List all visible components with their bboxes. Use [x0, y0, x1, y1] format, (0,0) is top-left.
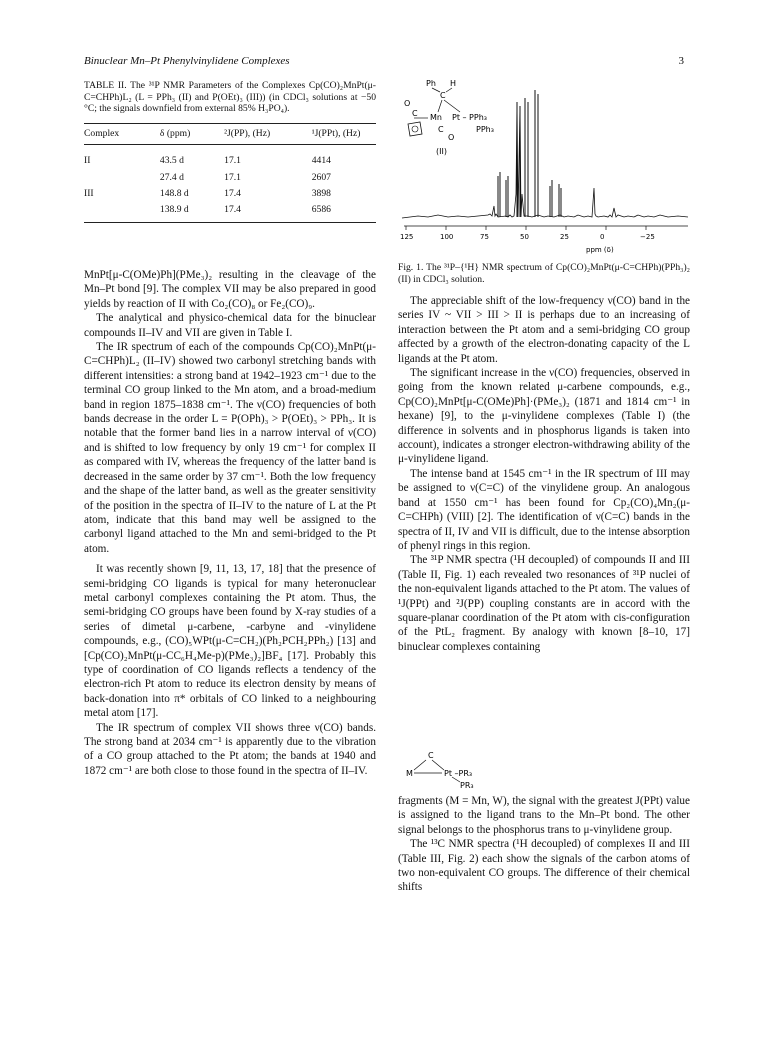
- right-body-text-a: [398, 294, 690, 654]
- running-title: Binuclear Mn–Pt Phenylvinylidene Complexes: [84, 55, 290, 67]
- struct-label: Ph: [426, 79, 436, 88]
- axis-tick-label: 75: [480, 233, 489, 241]
- left-body-text: [84, 268, 376, 778]
- frag-label: Pt –PR₃: [444, 769, 473, 778]
- table-row: [84, 186, 376, 202]
- running-header: [84, 55, 684, 67]
- page-number: 3: [678, 55, 684, 67]
- cell: 17.4: [224, 202, 312, 222]
- axis-tick-label: 100: [440, 233, 454, 241]
- cell: [84, 170, 160, 186]
- cell: 17.4: [224, 188, 241, 199]
- struct-label: O: [404, 99, 411, 108]
- cell: 2607: [311, 171, 331, 183]
- axis-tick-label: 50: [520, 233, 529, 241]
- table-row: [84, 170, 376, 186]
- axis-tick-label: −25: [640, 233, 655, 241]
- cyclopentadienyl-ring: [408, 122, 422, 136]
- col-header: δ (ppm): [160, 123, 224, 144]
- paragraph: The intense band at 1545 cm⁻¹ in the IR spectrum of III may be assigned to ν(C=C) of the vinylidene group. An analogous band at 1550 cm⁻¹ has been found for Cp₂(CO)₄Mn₂(μ-C=CHPh) (VIII) [2]. The identification of ν(C=C) bands in the spectra of II, IV and VII is difficult, due to the intense absorption of phenyl rings in this region.: [398, 467, 690, 552]
- cell: III: [84, 188, 94, 199]
- m-pt-fragment: [398, 750, 558, 790]
- paragraph: MnPt[μ-C(OMe)Ph](PMe₃)₂ resulting in the cleavage of the Mn–Pt bond [9]. The complex VII may be also prepared in good yields by reaction of II with Co₂(CO)₈ or Fe₂(CO)₉.: [84, 269, 376, 310]
- fragment-diagram: [398, 750, 690, 790]
- paragraph: The ³¹P NMR spectra (¹H decoupled) of compounds II and III (Table II, Fig. 1) each revealed two resonances of ³¹P nuclei of the non-equivalent ligands attached to the Pt atom. The values of ¹J(PPt) and ²J(PP) coupling constants are in accord with the square-planar coordination of the Pt atom with cis-configuration of the PtL₂ fragment. By analogy with known [8–10, 17] binuclear complexes containing: [398, 554, 690, 653]
- col-header: ¹J(PPt), (Hz): [312, 123, 376, 144]
- table-row: [84, 202, 376, 222]
- struct-label: H: [450, 79, 457, 88]
- col-header: ²J(PP), (Hz): [224, 123, 312, 144]
- axis-tick-label: 0: [600, 233, 605, 241]
- molecule-structure: [404, 79, 494, 156]
- paragraph: The analytical and physico-chemical data for the binuclear compounds II–IV and VII are given in Table I.: [84, 312, 376, 339]
- table-caption: TABLE II. The ³¹P NMR Parameters of the Complexes Cp(CO)₂MnPt(μ-C=CHPh)L₂ (L = PPh₃ (II) and P(OEt)₃ (III)) (in CDCl₃ solutions at −50 °C; the signals downfield from external 85% H₃PO₄).: [84, 80, 376, 115]
- ppm-axis: [400, 226, 688, 254]
- nmr-table: [84, 123, 376, 223]
- nmr-spectrum-figure: [398, 76, 690, 254]
- cell: 148.8 d: [159, 188, 189, 199]
- axis-tick-label: 25: [560, 233, 569, 241]
- cell: 6586: [312, 202, 376, 222]
- paragraph: The ¹³C NMR spectra (¹H decoupled) of complexes II and III (Table III, Fig. 2) each show the signals of the carbon atoms of two non-equivalent CO groups. The difference of their chemical shifts: [398, 838, 690, 894]
- cell: 138.9 d: [160, 202, 224, 222]
- axis-label: ppm (δ): [586, 246, 614, 254]
- paragraph: It was recently shown [9, 11, 13, 17, 18] that the presence of semi-bridging CO ligands is typical for many heteronuclear metal carbonyl complexes containing the Pt atom. Thus, the semi-bridging CO groups have been found by X-ray studies of a series of dimetal μ-carbene, -carbyne and -vinylidene compounds, e.g., (CO)₅WPt(μ-C=CH₂)(Ph₂PCH₂PPh₂) [13] and [Cp(CO)₂MnPt(μ-CC₆H₄Me-p)(PMe₃)₂]BF₄ [17]. Probably this type of coordination of CO ligands reflects a tendency of the electron-rich Pt atom to reduce its electron density by means of back-donation into π* orbitals of CO linked to a neighbouring metal atom [17].: [84, 563, 376, 720]
- figure-1: [398, 76, 690, 262]
- col-header: Complex: [84, 123, 160, 144]
- struct-label: C: [438, 125, 444, 134]
- frag-label: C: [428, 751, 434, 760]
- compound-id: (II): [436, 147, 447, 156]
- cell: 17.1: [224, 171, 241, 183]
- figure-caption: Fig. 1. The ³¹P–{¹H} NMR spectrum of Cp(CO)₂MnPt(μ-C=CHPh)(PPh₃)₂ (II) in CDCl₃ solution.: [398, 262, 690, 285]
- paragraph: The appreciable shift of the low-frequency ν(CO) band in the series IV ~ VII > III > II is perhaps due to an increasing of interaction between the Pt atom and a semi-bridging CO group affected by a growth of the electron-donating capacity of the L ligands at the Pt atom.: [398, 295, 690, 365]
- cell: 3898: [311, 188, 331, 199]
- axis-tick-label: 125: [400, 233, 414, 241]
- cell: 17.1: [224, 155, 241, 167]
- cell: 4414: [311, 155, 331, 167]
- right-body-text-b: [398, 794, 690, 895]
- paragraph: The IR spectrum of complex VII shows three ν(CO) bands. The strong band at 2034 cm⁻¹ is apparently due to the vibration of a CO group attached to the Pt atom; the bands at 1940 and 1872 cm⁻¹ are both close to those found in the spectra of II–IV.: [84, 721, 376, 777]
- frag-label: M: [406, 769, 413, 778]
- struct-label: O: [448, 133, 455, 142]
- paragraph: The IR spectrum of each of the compounds Cp(CO)₂MnPt(μ-C=CHPh)L₂ (II–IV) showed two carbonyl stretching bands with different intensities: a strong band at 1942–1923 cm⁻¹ due to the terminal CO group linked to the Mn atom, and a broad-medium band in region 1875–1838 cm⁻¹. The ν(CO) frequencies of both bands decrease in the order L = P(OPh)₃ > P(OEt)₃ > PPh₃. It is notable that the former band lies in a narrow interval of ν(CO) and is shifted to low frequency by only 19 cm⁻¹ for complex II as compared with IV, whereas the frequency of the latter band is decreased in the same order by 37 cm⁻¹. Both the low frequency and the shape of the latter band, as well as the greater sensitivity of the position in the spectra of II–IV to the nature of L at the Pt atom, indicate that this band may well be assigned to the carbonyl ligand attached to the Mn and semi-bridged to the Pt atom.: [84, 341, 376, 555]
- paragraph: fragments (M = Mn, W), the signal with the greatest J(PPt) value is assigned to the ligand trans to the Mn–Pt bond. The other signal belongs to the phosphorus trans to μ-vinylidene group.: [398, 795, 690, 836]
- cell: II: [84, 155, 91, 167]
- left-column: [84, 80, 376, 223]
- struct-label: Mn: [430, 113, 442, 122]
- cell: [84, 202, 160, 222]
- struct-label: PPh₃: [476, 125, 494, 134]
- paragraph: The significant increase in the ν(CO) frequencies, observed in going from the known related μ-carbene compounds, e.g., Cp(CO)₂MnPt[μ-C(OMe)Ph]·(PMe₃)₂ (1871 and 1814 cm⁻¹ in hexane) [9], to the μ-vinylidene complexes (Table I) (the difference in solvents and in phosphorus ligands is taken into account), indicates a stronger electron-withdrawing ability of the μ-vinylidene ligand.: [398, 367, 690, 466]
- struct-label: C: [440, 91, 446, 100]
- table-row: [84, 153, 376, 169]
- cell: 27.4 d: [159, 171, 184, 183]
- struct-label: C: [412, 109, 418, 118]
- struct-label: Pt – PPh₃: [452, 113, 487, 122]
- frag-label: PR₃: [460, 781, 474, 790]
- cell: 43.5 d: [159, 155, 184, 167]
